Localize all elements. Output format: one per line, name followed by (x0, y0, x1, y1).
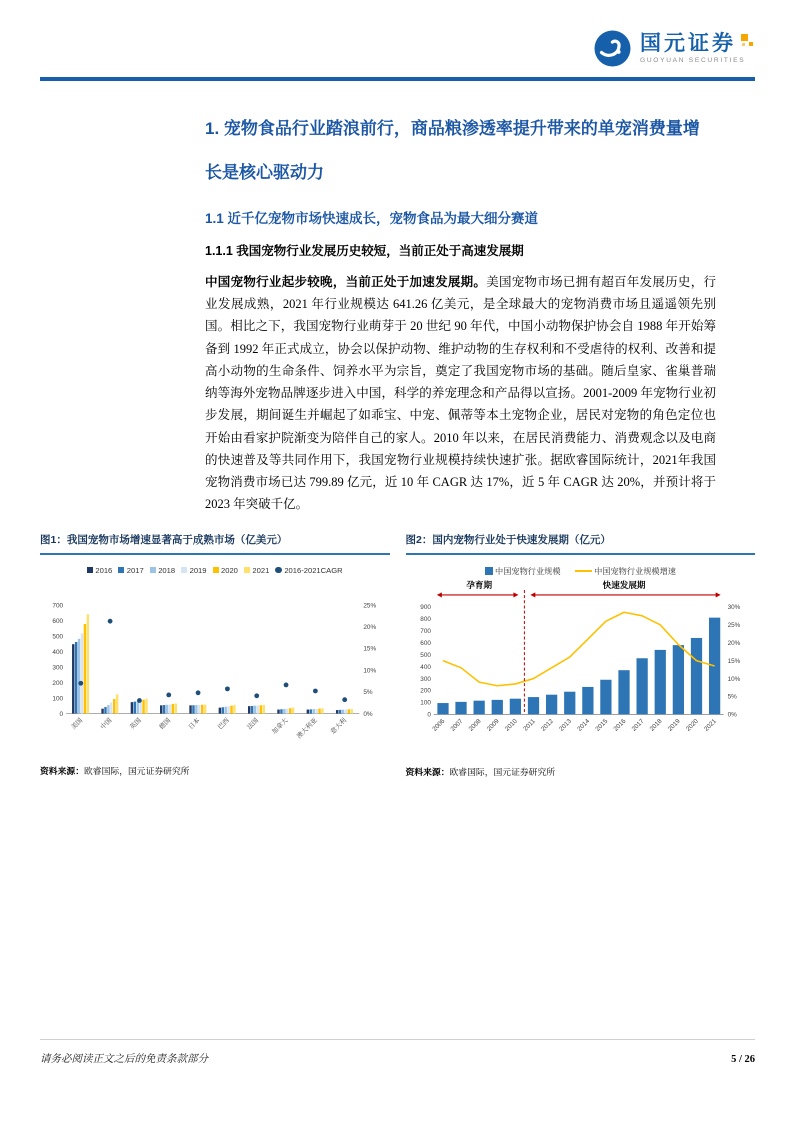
source-text: 欧睿国际，国元证券研究所 (449, 766, 556, 777)
legend-swatch-icon (275, 567, 282, 574)
fig2-y-axis-left (420, 604, 431, 719)
svg-text:法国: 法国 (246, 716, 261, 731)
svg-text:500: 500 (52, 632, 64, 640)
brand-pixels-icon (741, 33, 755, 48)
svg-text:700: 700 (419, 627, 431, 635)
svg-text:意大利: 意大利 (329, 716, 349, 736)
svg-text:快速发展期: 快速发展期 (602, 579, 645, 590)
svg-text:0%: 0% (727, 711, 737, 719)
svg-text:2012: 2012 (539, 717, 555, 733)
figure-2-title: 图2：国内宠物行业处于快速发展期（亿元） (406, 530, 756, 555)
svg-text:900: 900 (419, 603, 431, 611)
figure-2-chart (406, 579, 756, 758)
paragraph-lead: 中国宠物行业起步较晚，当前正处于加速发展期。 (205, 274, 487, 289)
legend-swatch-icon (575, 570, 592, 572)
legend-item: 中国宠物行业规模增速 (575, 566, 676, 577)
source-label: 资料来源： (40, 766, 84, 777)
svg-text:5%: 5% (363, 688, 373, 696)
svg-text:500: 500 (419, 651, 431, 659)
svg-text:孕育期: 孕育期 (465, 579, 492, 590)
section-heading: 1. 宠物食品行业踏浪前行，商品粮渗透率提升带来的单宠消费量增长是核心驱动力 (205, 118, 700, 182)
fig1-y-axis-left (52, 602, 63, 717)
svg-text:25%: 25% (363, 601, 377, 609)
source-label: 资料来源： (405, 766, 450, 777)
svg-text:30%: 30% (727, 603, 740, 611)
page-number: 5 / 26 (731, 1054, 755, 1065)
figure-1-source (40, 764, 390, 777)
fig1-cagr-dots (78, 618, 347, 702)
fig1-x-labels (69, 715, 349, 740)
svg-text:2014: 2014 (575, 717, 591, 733)
svg-text:英国: 英国 (128, 716, 143, 731)
fig2-x-labels (431, 717, 718, 732)
figure-1-legend (40, 566, 390, 575)
svg-text:2013: 2013 (557, 717, 573, 733)
subsection-heading: 1.1 近千亿宠物市场快速成长，宠物食品为最大细分赛道 (205, 210, 539, 226)
svg-text:0: 0 (59, 710, 64, 718)
body-paragraph (205, 271, 716, 516)
figure-2-source (406, 765, 756, 778)
svg-text:5%: 5% (727, 693, 737, 701)
svg-text:100: 100 (419, 699, 431, 707)
svg-text:800: 800 (419, 615, 431, 623)
legend-item: 2016-2021CAGR (275, 566, 342, 575)
svg-text:日本: 日本 (187, 716, 202, 731)
svg-text:2011: 2011 (521, 717, 537, 733)
svg-text:2018: 2018 (648, 717, 664, 733)
brand-logo (594, 30, 755, 67)
legend-swatch-icon (118, 567, 124, 573)
legend-swatch-icon (150, 567, 156, 573)
svg-text:2020: 2020 (684, 717, 700, 733)
legend-item: 2017 (118, 566, 143, 575)
svg-text:15%: 15% (727, 657, 740, 665)
svg-text:2017: 2017 (630, 717, 646, 733)
svg-text:2008: 2008 (467, 717, 483, 733)
svg-text:美国: 美国 (70, 716, 85, 731)
legend-swatch-icon (244, 567, 250, 573)
source-text: 欧睿国际，国元证券研究所 (84, 766, 190, 777)
figures-row (40, 530, 755, 778)
svg-text:0: 0 (426, 711, 431, 719)
svg-text:巴西: 巴西 (216, 716, 231, 731)
svg-text:2019: 2019 (666, 717, 682, 733)
svg-text:200: 200 (419, 687, 431, 695)
svg-text:600: 600 (419, 639, 431, 647)
legend-item: 2020 (213, 566, 238, 575)
brand-logo-icon (594, 30, 631, 67)
svg-text:10%: 10% (727, 675, 740, 683)
fig2-bars (437, 617, 720, 714)
svg-text:加拿大: 加拿大 (270, 716, 290, 736)
svg-text:100: 100 (52, 694, 64, 702)
footer-disclaimer: 请务必阅读正文之后的免责条款部分 (40, 1054, 208, 1065)
svg-text:0%: 0% (363, 710, 373, 718)
svg-text:600: 600 (52, 617, 64, 625)
svg-text:澳大利亚: 澳大利亚 (295, 716, 319, 740)
brand-name-en: GUOYUAN SECURITIES (640, 57, 746, 64)
svg-text:2010: 2010 (503, 717, 519, 733)
svg-text:400: 400 (52, 648, 64, 656)
svg-text:2009: 2009 (485, 717, 501, 733)
svg-text:10%: 10% (363, 667, 377, 675)
svg-text:2016: 2016 (612, 717, 627, 733)
svg-text:200: 200 (52, 679, 64, 687)
svg-text:25%: 25% (727, 621, 740, 629)
svg-text:2006: 2006 (430, 717, 446, 733)
svg-text:中国: 中国 (99, 716, 114, 731)
legend-item: 2018 (150, 566, 175, 575)
svg-text:德国: 德国 (158, 716, 173, 731)
fig2-y-axis-right (727, 604, 740, 719)
content-block (205, 107, 716, 516)
paragraph-text: 美国宠物市场已拥有超百年发展历史，行业发展成熟，2021 年行业规模达 641.26 亿美元，是全球最大的宠物消费市场且遥遥领先别国。相比之下，我国宠物行业萌芽于 20 世纪 90 年代，中国小动物保护协会自 1988 年开始筹备到 1992 年正式成立，协会以保护动物、维护动物的生存权利和不受虐待的权利、改善和提高小动物的生命条件、饲养水平为宗旨，奠定了我国宠物市场的基础。随后皇家、雀巢普瑞纳等海外宠物品牌逐步进入中国，科学的养宠理念和产品得以宣扬。2001-2009 年宠物行业初步发展，期间诞生并崛起了如乖宝、中宠、佩蒂等本土宠物企业，居民对宠物的角色定位也开始由看家护院渐变为陪伴自己的家人。2010 年以来，在居民消费能力、消费观念以及电商的快速普及等共同作用下，我国宠物行业规模持续快速扩张。据欧睿国际统计，2021年我国宠物消费市场已达 799.89 亿元，近 10 年 CAGR 达 17%，近 5 年 CAGR 达 20%，并预计将于 2023 年突破千亿。 (205, 274, 716, 512)
legend-swatch-icon (181, 567, 187, 573)
legend-swatch-icon (87, 567, 93, 573)
legend-item: 2021 (244, 566, 269, 575)
figure-2-legend (406, 566, 756, 577)
svg-text:400: 400 (419, 663, 431, 671)
figure-2 (406, 530, 756, 778)
svg-text:20%: 20% (363, 623, 377, 631)
svg-text:15%: 15% (363, 645, 377, 653)
footer-divider (40, 1039, 755, 1040)
page-footer (40, 1039, 755, 1066)
svg-text:20%: 20% (727, 639, 740, 647)
legend-item: 2016 (87, 566, 112, 575)
fig1-bars (72, 614, 353, 713)
svg-text:700: 700 (52, 601, 64, 609)
fig1-y-axis-right (363, 602, 376, 717)
page-header (0, 0, 793, 67)
svg-text:2021: 2021 (702, 717, 718, 733)
legend-item: 2019 (181, 566, 206, 575)
fig2-chart-svg (406, 579, 756, 758)
figure-1 (40, 530, 390, 778)
svg-text:300: 300 (419, 675, 431, 683)
fig1-chart-svg (40, 577, 390, 758)
brand-name-cn: 国元证券 (640, 32, 736, 55)
subsubsection-heading: 1.1.1 我国宠物行业发展历史较短，当前正处于高速发展期 (205, 243, 524, 258)
svg-text:2007: 2007 (449, 717, 464, 733)
legend-swatch-icon (485, 567, 493, 575)
legend-item: 中国宠物行业规模 (485, 566, 561, 577)
figure-1-title: 图1：我国宠物市场增速显著高于成熟市场（亿美元） (40, 530, 390, 555)
svg-text:2015: 2015 (593, 717, 609, 733)
brand-logo-text (640, 33, 755, 64)
legend-swatch-icon (213, 567, 219, 573)
header-divider (40, 77, 755, 81)
figure-1-chart (40, 577, 390, 758)
svg-text:300: 300 (52, 663, 64, 671)
